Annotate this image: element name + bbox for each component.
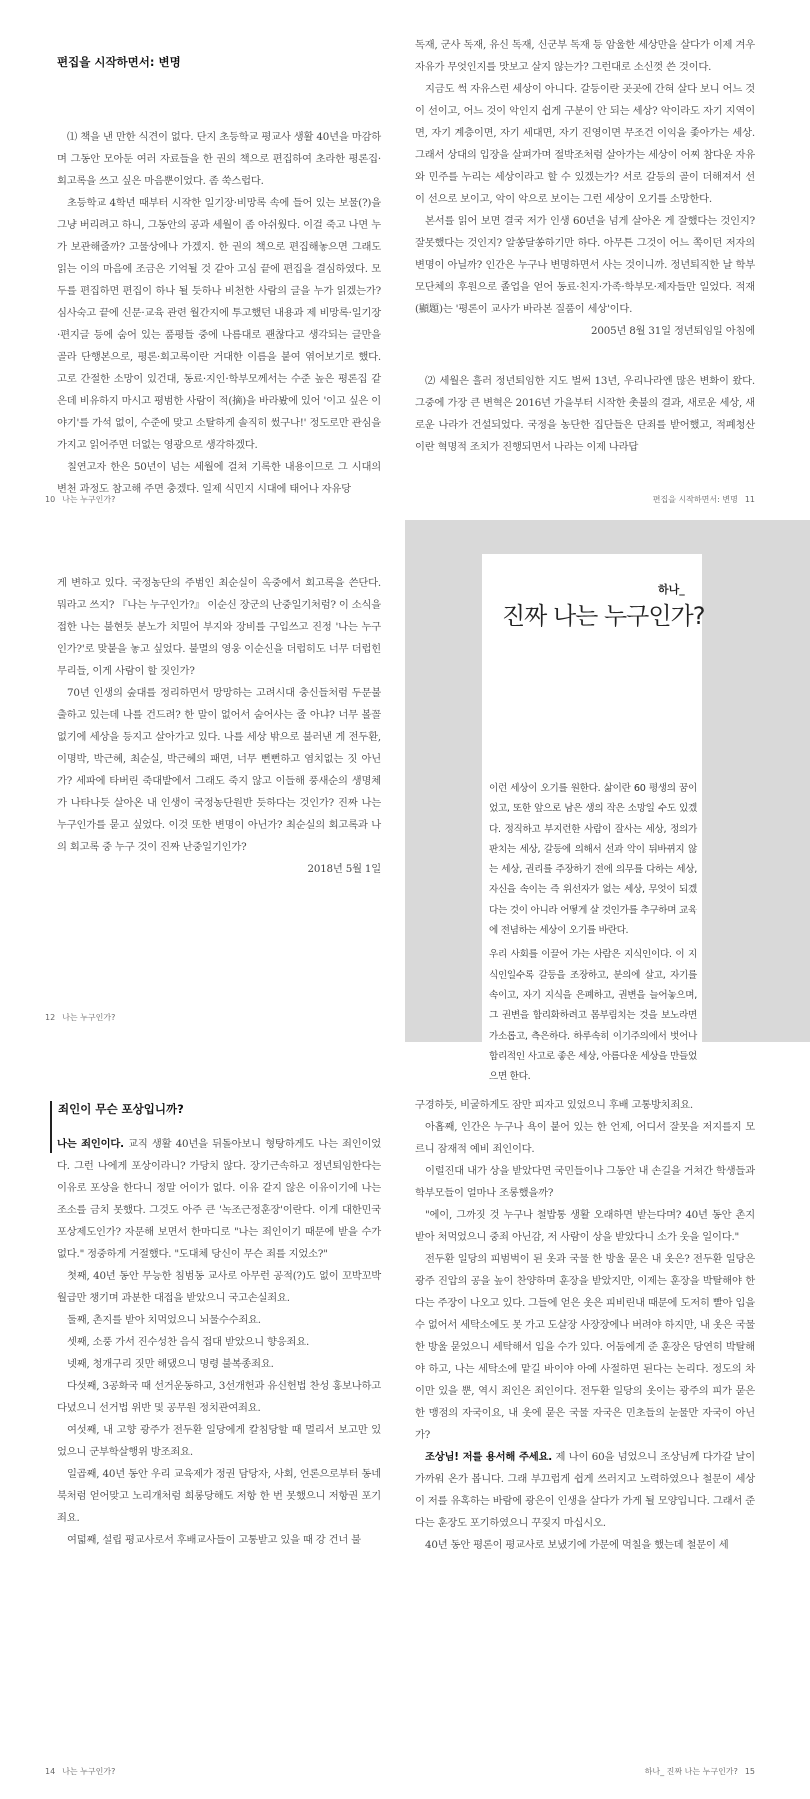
- page-body: [415, 34, 755, 458]
- page-14: [0, 1060, 405, 1799]
- paragraph: 다섯째, 3공화국 때 선거운동하고, 3선개헌과 유신헌법 찬성 홍보나하고 다녔으니 선거법 위반 및 공무원 정치관여죄요.: [57, 1380, 381, 1414]
- paragraph: ⑴ 책을 낸 만한 식견이 없다. 단지 초등학교 평교사 생활 40년을 마감하며 그동안 모아둔 여러 자료들을 한 권의 책으로 편집하여 초라한 평론집·회고록을 쓰고 싶은 마음뿐이었다. 좀 쑥스럽다.: [57, 131, 381, 187]
- running-head: 편집을 시작하면서: 변명: [652, 495, 738, 504]
- paragraph: ⑵ 세월은 흘러 정년퇴임한 지도 벌써 13년, 우리나라엔 많은 변화이 왔다. 그중에 가장 큰 변혁은 2016년 가을부터 시작한 촛불의 결과, 새로운 세상, 새로운 나라가 건설되었다. 국정을 농단한 집단들은 단죄를 받어했고, 적폐청산이란 혁명적 조치가 진행되면서 나라는 이제 나라답: [415, 375, 755, 453]
- paragraph: 70년 인생의 숲대를 정리하면서 망망하는 고려시대 충신들처럼 두문불출하고 있는데 나를 건드려? 한 말이 없어서 숨어사는 줄 아냐? 너무 볼꼴없기에 세상을 등지고 살아가고 있다. 나를 세상 밖으로 불러낸 게 전두환, 이명박, 박근혜, 최순실, 박근혜의 패면, 너무 뻔뻔하고 염치없는 짓 아닌가? 세파에 타버린 죽대밭에서 그래도 죽지 않고 이들해 풍새순의 생명체가 나타나듯 살아온 내 인생이 국정농단원반 듯하다는 것인가? 진짜 나는 누구인가를 묻고 싶었다. 이것 또한 변명이 아닌가? 최순실의 회고록과 나의 회고록 중 누구 것이 진짜 난중일기인가?: [57, 687, 381, 853]
- folio: [45, 1012, 115, 1023]
- page-body: [57, 126, 381, 500]
- intro-paragraph: 우리 사회를 이끌어 가는 사람은 지식인이다. 이 지식인일수록 갈등을 조장하고, 분의에 살고, 자기를 속이고, 자기 지식을 은폐하고, 권변을 늘어놓으며, 그 권변을 합리화하려고 몸부림치는 것을 보노라면 가소롭고, 측은하다. 하루속히 이기주의에서 벗어나 합리적인 사고로 좋은 세상, 아름다운 세상을 만들었으면 한다.: [489, 949, 697, 1083]
- folio: [645, 1766, 755, 1777]
- page-number: 10: [45, 495, 56, 504]
- running-head: 하나_ 진짜 나는 누구인가?: [644, 1767, 738, 1776]
- page-number: 14: [45, 1767, 56, 1776]
- page-number: 15: [744, 1767, 755, 1776]
- page-body: [57, 1133, 381, 1551]
- paragraph-text: 제 나이 60을 넘었으니 조상님께 다가갈 날이 가까워 온가 봅니다. 그래 부끄럽게 쉽게 쓰러지고 노력하였으나 철문이 세상이 저를 유혹하는 바람에 광은이 인생을 살다가 가게 될 모양입니다. 그래서 준다는 훈장도 포기하였으니 꾸짖지 마십시오.: [415, 1451, 756, 1529]
- folio: [45, 1766, 115, 1777]
- section-heading: 죄인이 무슨 포상입니까?: [58, 1102, 184, 1116]
- paragraph: [415, 1446, 755, 1534]
- lead-bold: 나는 죄인이다.: [57, 1138, 124, 1150]
- chapter-opener: [405, 520, 810, 1083]
- paragraph: 40년 동안 평론이 평교사로 보냈기에 가문에 먹칠을 했는데 철문이 세: [425, 1539, 729, 1551]
- paragraph: 본서를 읽어 보면 결국 저가 인생 60년을 넘게 살아온 게 잘했다는 것인지? 잘못했다는 것인지? 알쏭달쏭하기만 하다. 아무튼 그것이 어느 쪽이던 저자의 변명이 아닐까? 인간은 누구나 변명하면서 사는 것이니까. 정년퇴직한 날 학부모단체의 후원으로 졸업을 얻어 동료·친지·가족·학부모·제자들만 일었다. 적재(顯題)는 '평론이 교사가 바라본 질품이 세상'이다.: [415, 215, 755, 315]
- paragraph-text: 교직 생활 40년을 뒤돌아보니 형탕하게도 나는 죄인이었다. 그런 나에게 포상이라니? 가당치 않다. 장기근속하고 정년퇴임한다는 이유로 포상을 한다니 정말 어이가 없다. 이유 같지 않은 이유이기에 나는 조소를 금치 못했다. 그것도 아주 큰 '녹조근정훈장'이란다. 이게 대한민국 포상제도인가? 자문해 보면서 한마디로 "나는 죄인이기 때문에 받을 수가 없다." 정중하게 거절했다. "도대체 당신이 무슨 죄를 지었소?": [57, 1138, 382, 1260]
- page-12: [0, 520, 405, 1060]
- spread-2: [0, 520, 810, 1083]
- lead-bold: 조상님! 저를 용서해 주세요.: [425, 1451, 552, 1463]
- paragraph: "에이, 그까짓 것 누구나 철밥통 생활 오래하면 받는다며? 40년 동안 촌지 받아 처먹었으니 중죄 아닌감, 저 사람이 상을 받았다니 소가 웃을 일이다.": [415, 1209, 755, 1243]
- page-body: [415, 1094, 755, 1556]
- section-heading-bar: [50, 1101, 52, 1153]
- paragraph: 이럴진대 내가 상을 받았다면 국민들이나 그동안 내 손길을 거쳐간 학생들과 학부모들이 얼마나 조롱했을까?: [415, 1165, 755, 1199]
- folio: [45, 494, 115, 505]
- chapter-label: 하나_: [658, 583, 685, 596]
- folio: [653, 494, 755, 505]
- paragraph: 여섯째, 내 고향 광주가 전두환 일당에게 칼침당할 때 멀리서 보고만 있었으니 군부학살행위 방조죄요.: [57, 1424, 381, 1458]
- date-line: 2005년 8월 31일 정년퇴임일 아침에: [591, 325, 755, 337]
- chapter-intro: [489, 779, 697, 1087]
- chapter-title: 진짜 나는 누구인가?: [502, 602, 705, 630]
- paragraph: 셋째, 소풍 가서 진수성찬 음식 접대 받았으니 향응죄요.: [67, 1336, 310, 1348]
- page-10: [0, 0, 405, 520]
- paragraph: 아홉째, 인간은 누구나 욕이 붙어 있는 한 언제, 어디서 잘못을 저지를지 모르니 잠재적 예비 죄인이다.: [415, 1121, 755, 1155]
- page-15: [405, 1060, 810, 1799]
- paragraph: 넷째, 청개구리 짓만 해댔으니 명령 불복종죄요.: [67, 1358, 274, 1370]
- date-line: 2018년 5월 1일: [307, 863, 381, 875]
- section-heading: 편집을 시작하면서: 변명: [57, 55, 181, 69]
- paragraph: 게 변하고 있다. 국정농단의 주범인 최순실이 옥중에서 회고록을 쓴단다. 뭐라고 쓰지? 『나는 누구인가?』 이순신 장군의 난중일기처럼? 이 소식을 접한 나는 불현듯 분노가 치밀어 부지와 장비를 구입쓰고 진정 '나는 누구인가?'로 맞붙을 놓고 싶었다. 불멸의 영웅 이순신을 더럽히도 너무 더럽힌 무리들, 이게 사람이 할 짓인가?: [57, 577, 381, 677]
- page-11: [405, 0, 810, 520]
- paragraph: 지금도 썩 자유스런 세상이 아니다. 갈등이란 곳곳에 간혀 살다 보니 어느 것이 선이고, 어느 것이 악인지 쉽게 구분이 안 되는 세상? 악이라도 자기 지역이면, 자기 계층이면, 자기 세대면, 자기 진영이면 무조건 이익을 좇아가는 세상. 그래서 상대의 입장을 살펴가며 절박조처럼 살아가는 세상이 어찌 참다운 자유와 민주를 누리는 세상이라고 할 수 있겠는가? 서로 갈등의 골이 더해져서 선이 선으로 보이고, 악이 악으로 보이는 그런 세상이 오기를 소망한다.: [415, 83, 755, 205]
- running-head: 나는 누구인가?: [62, 495, 116, 504]
- paragraph: 초등학교 4학년 때부터 시작한 일기장·비망록 속에 들어 있는 보물(?)을 그냥 버리려고 하니, 그동안의 공과 세월이 좀 아쉬웠다. 이걸 죽고 나면 누가 보관해줄까? 고물상에나 가겠지. 한 권의 책으로 편집해놓으면 그래도 읽는 이의 마음에 조금은 기억될 것 같아 고심 끝에 편집을 결심하였다. 모두를 편집하면 편집이 하나 될 듯하나 비천한 사람의 글을 누가 읽겠는가? 심사숙고 끝에 신문·교육 관련 월간지에 투고했던 내용과 제 비망록·일기장·편지글 등에 숨어 있는 품평들 중에 나름대로 괜찮다고 생각되는 글만을 골라 단행본으로, 평론·회고록이란 거대한 이름을 붙여 엮어보기로 했다. 고로 간절한 소망이 있건대, 동료·지인·학부모께서는 수준 높은 평론집 같은데 비유하지 마시고 평범한 사람이 적(摘)을 바라봤에 있어 '이고 싶은 이야기'를 가석 없이, 수준에 맞고 소탈하게 솔직히 썼구나!' 정도로만 관심을 가지고 읽어주면 더없는 영광으로 생각하겠다.: [57, 197, 382, 451]
- spread-1: [0, 0, 810, 520]
- intro-paragraph: 이런 세상이 오기를 원한다. 삶이란 60 평생의 꿈이었고, 또한 앞으로 남은 생의 작은 소망일 수도 있겠다. 정직하고 부지런한 사람이 잘사는 세상, 정의가 판치는 세상, 갈등에 의해서 선과 악이 뒤바뀌지 않는 세상, 권리를 주장하기 전에 의무를 다하는 세상, 자신을 속이는 즉 위선자가 없는 세상, 무엇이 되겠다는 것이 아니라 어떻게 살 것인가를 추구하며 교육에 전념하는 세상이 오기를 바란다.: [489, 783, 697, 937]
- paragraph: 전두환 일당의 피범벅이 된 옷과 국물 한 방울 묻은 내 옷은? 전두환 일당은 광주 진압의 공을 높이 찬양하며 훈장을 받았지만, 이제는 훈장을 박탈해야 한다는 주장이 나오고 있다. 그들에 얻은 옷은 피비린내 때문에 도저히 빨아 입을 수 없어서 세탁소에도 못 가고 도살장 사장장에나 버려야 하지만, 내 옷은 국물 한 방울 묻었으니 세탁해서 입을 수가 있다. 어둠에게 준 훈장은 당연히 박탈해야 하고, 나는 세탁소에 맡길 바이야 아예 사절하면 된다는 논리다. 정도의 차이만 있을 뿐, 역시 죄인은 죄인이다. 전두환 일당의 옷이는 광주의 피가 묻은 한 맹점의 자국이요, 내 옷에 묻은 국물 자국은 민초들의 눈물만 자국이 아닌가?: [415, 1253, 755, 1441]
- paragraph: 칠연고자 한은 50년이 넘는 세월에 걸쳐 기록한 내용이므로 그 시대의 변천 과정도 참고해 주면 충겠다. 일제 식민지 시대에 태어나 자유당: [57, 461, 381, 495]
- paragraph: [57, 1133, 381, 1265]
- paragraph: 첫째, 40년 동안 무능한 침범동 교사로 아무런 공적(?)도 없이 꼬박꼬박 월급만 챙기며 과분한 대접을 받았으니 국고손실죄요.: [57, 1270, 381, 1304]
- paragraph: 구경하듯, 비굴하게도 잠만 피자고 있었으니 후배 고통방치죄요.: [415, 1099, 693, 1111]
- spread-3: [0, 1060, 810, 1799]
- paragraph: 독재, 군사 독재, 유신 독재, 신군부 독재 등 암울한 세상만을 살다가 이제 겨우 자유가 무엇인지를 맛보고 살지 않는가? 그런대로 소신껏 쓴 것이다.: [415, 39, 755, 73]
- paragraph: 여덟째, 설립 평교사로서 후배교사들이 고통받고 있을 때 강 건너 불: [67, 1534, 361, 1546]
- running-head: 나는 누구인가?: [62, 1013, 116, 1022]
- page-body: [57, 572, 381, 880]
- paragraph: 둘째, 촌지를 받아 치먹었으니 뇌물수수죄요.: [67, 1314, 261, 1326]
- page-number: 11: [744, 495, 755, 504]
- paragraph: 일곱째, 40년 동안 우리 교육제가 정권 담당자, 사회, 언론으로부터 동네북처럼 얻어맞고 노리개처럼 희롱당해도 저항 한 번 못했으니 저항권 포기죄요.: [57, 1468, 381, 1524]
- page-number: 12: [45, 1013, 56, 1022]
- running-head: 나는 누구인가?: [62, 1767, 116, 1776]
